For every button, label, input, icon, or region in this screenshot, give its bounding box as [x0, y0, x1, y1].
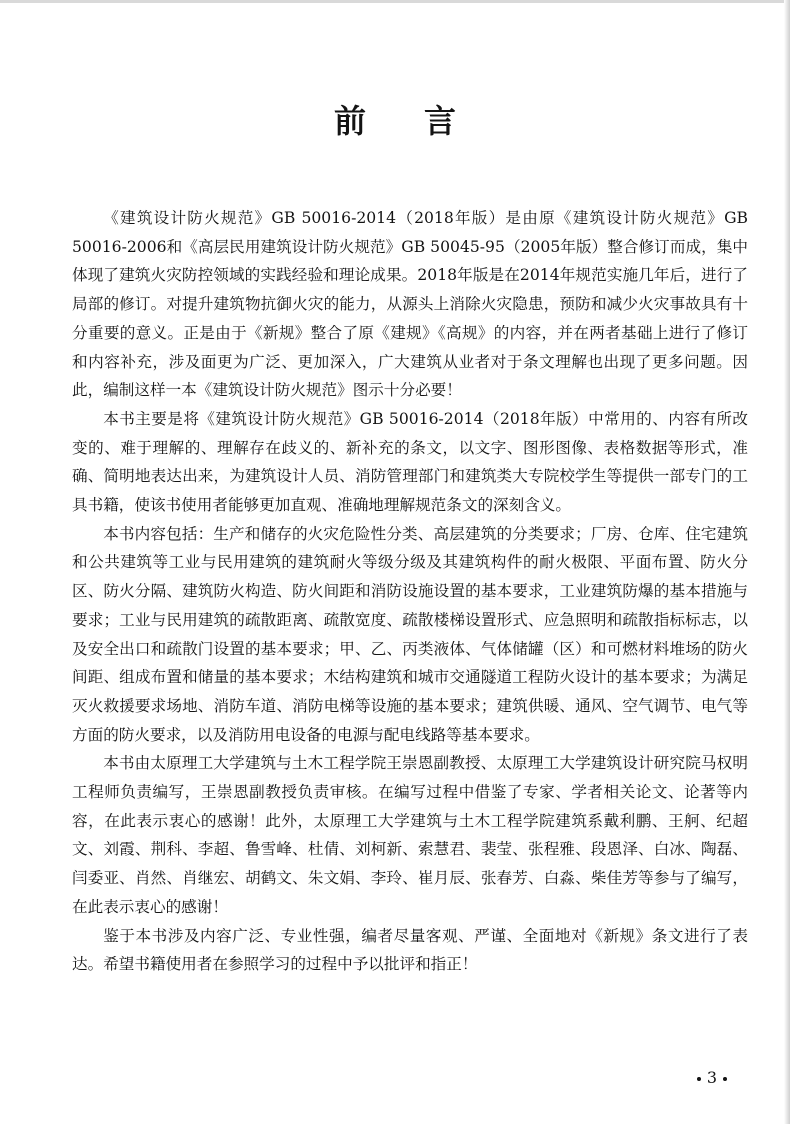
- paragraph-2: 本书主要是将《建筑设计防火规范》GB 50016-2014（2018年版）中常用的、内容有所改变的、难于理解的、理解存在歧义的、新补充的条文，以文字、图形图像、表格数据等形式，准确、简明地表达出来，为建筑设计人员、消防管理部门和建筑类大专院校学生等提供一部专门的工具书籍，使该书使用者能够更加直观、准确地理解规范条文的深刻含义。: [72, 409, 748, 515]
- page-number: [682, 1068, 742, 1088]
- paragraph-1: 《建筑设计防火规范》GB 50016-2014（2018年版）是由原《建筑设计防火规范》GB 50016-2006和《高层民用建筑设计防火规范》GB 50045-95（2005年版）整合修订而成，集中体现了建筑火灾防控领域的实践经验和理论成果。2018年版是在2014年规范实施几年后，进行了局部的修订。对提升建筑物抗御火灾的能力，从源头上消除火灾隐患，预防和减少火灾事故具有十分重要的意义。正是由于《新规》整合了原《建规》《高规》的内容，并在两者基础上进行了修订和内容补充，涉及面更为广泛、更加深入，广大建筑从业者对于条文理解也出现了更多问题。因此，编制这样一本《建筑设计防火规范》图示十分必要！: [72, 209, 748, 400]
- paragraph-4: 本书由太原理工大学建筑与土木工程学院王崇恩副教授、太原理工大学建筑设计研究院马权明工程师负责编写，王崇恩副教授负责审核。在编写过程中借鉴了专家、学者相关论文、论著等内容，在此表示衷心的感谢！此外，太原理工大学建筑与土木工程学院建筑系戴利鹏、王舸、纪超文、刘霞、荆科、李超、鲁雪峰、杜倩、刘柯新、索慧君、裴莹、张程雅、段恩泽、白冰、陶磊、闫委亚、肖然、肖继宏、胡鹤文、朱文娟、李玲、崔月辰、张春芳、白淼、柴佳芳等参与了编写，在此表示衷心的感谢！: [72, 754, 748, 916]
- page-number-value: 3: [706, 1068, 718, 1087]
- paragraph-3: 本书内容包括：生产和储存的火灾危险性分类、高层建筑的分类要求；厂房、仓库、住宅建筑和公共建筑等工业与民用建筑的建筑耐火等级分级及其建筑构件的耐火极限、平面布置、防火分区、防火分隔、建筑防火构造、防火间距和消防设施设置的基本要求，工业建筑防爆的基本措施与要求；工业与民用建筑的疏散距离、疏散宽度、疏散楼梯设置形式、应急照明和疏散指标标志，以及安全出口和疏散门设置的基本要求；甲、乙、丙类液体、气体储罐（区）和可燃材料堆场的防火间距、组成布置和储量的基本要求；木结构建筑和城市交通隧道工程防火设计的基本要求；为满足灭火救援要求场地、消防车道、消防电梯等设施的基本要求；建筑供暖、通风、空气调节、电气等方面的防火要求，以及消防用电设备的电源与配电线路等基本要求。: [72, 524, 748, 744]
- preface-body: [72, 204, 748, 979]
- page-right-edge-shadow: [784, 0, 790, 1124]
- page-number-left-dot: [697, 1077, 701, 1081]
- page-title: 前言: [333, 102, 514, 141]
- paragraph-5: 鉴于本书涉及内容广泛、专业性强，编者尽量客观、严谨、全面地对《新规》条文进行了表达。希望书籍使用者在参照学习的过程中予以批评和指正！: [72, 926, 748, 974]
- page-top-edge: [0, 0, 790, 3]
- page-number-right-dot: [723, 1077, 727, 1081]
